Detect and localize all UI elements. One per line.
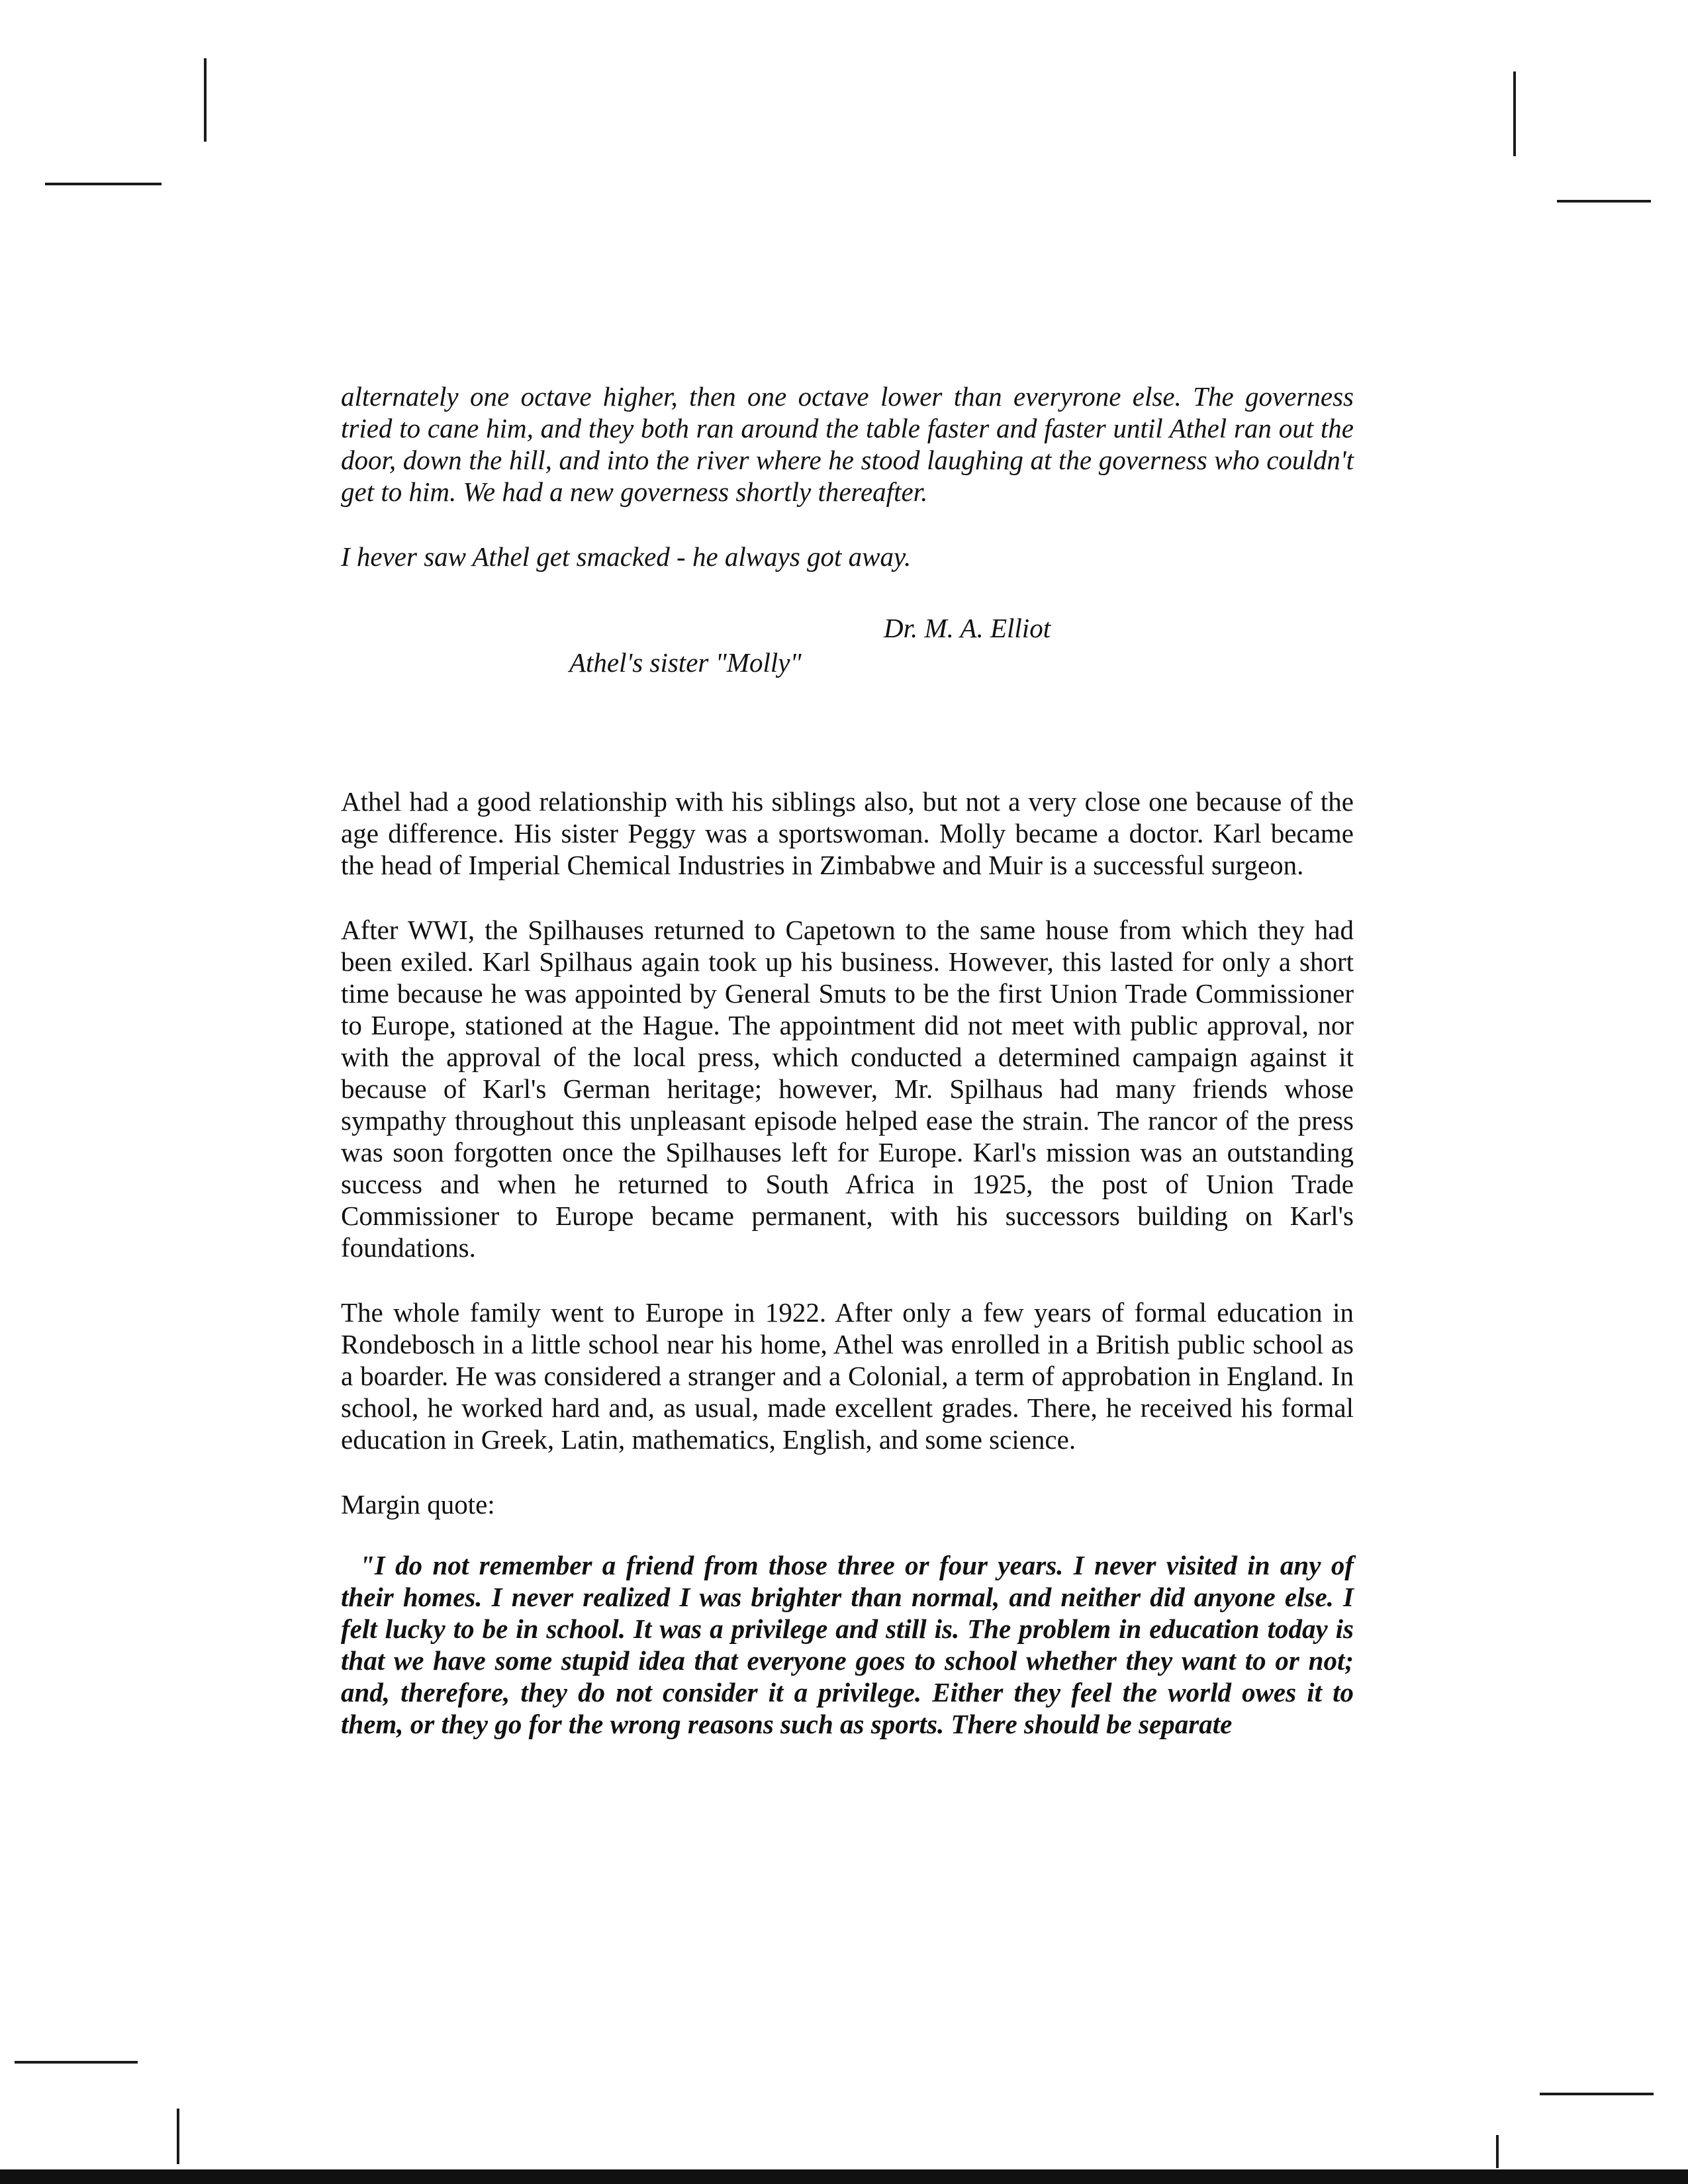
- margin-quote-text: "I do not remember a friend from those three or four years. I never visited in any of their homes. I never realized I was brighter than normal, and neither did anyone else. I felt lucky to be in school. It was a privilege and still is. The problem in education today is that we have some stupid idea that everyone goes to school whether they want to or not; and, therefore, they do not consider it a privilege. Either they feel the world owes it to them, or they go for the wrong reasons such as sports. There should be separate: [341, 1550, 1354, 1739]
- siblings-paragraph: Athel had a good relationship with his siblings also, but not a very close one because of the age difference. His sister Peggy was a sportswoman. Molly became a doctor. Karl became the head of Imperial Chemical Industries in Zimbabwe and Muir is a successful surgeon.: [341, 786, 1354, 880]
- crop-mark-bottom-left-vertical: [177, 2109, 179, 2164]
- crop-mark-top-left-horizontal: [45, 183, 162, 185]
- body-text: [341, 381, 1354, 1740]
- crop-mark-bottom-right-vertical: [1496, 2135, 1499, 2168]
- crop-mark-top-left-vertical: [204, 58, 207, 142]
- scan-bottom-edge: [0, 2169, 1688, 2184]
- attribution-relation: Athel's sister "Molly": [569, 647, 802, 678]
- europe-1922-paragraph: The whole family went to Europe in 1922. After only a few years of formal education in Rondebosch in a little school near his home, Athel was enrolled in a British public school as a boarder. He was considered a stranger and a Colonial, a term of approbation in England. In school, he worked hard and, as usual, made excellent grades. There, he received his formal education in Greek, Latin, mathematics, English, and some science.: [341, 1297, 1354, 1455]
- crop-mark-top-right-vertical: [1513, 71, 1516, 156]
- quote-attribution: [341, 612, 1354, 745]
- after-wwi-paragraph: After WWI, the Spilhauses returned to Capetown to the same house from which they had been exiled. Karl Spilhaus again took up his business. However, this lasted for only a short time because he was appointed by General Smuts to be the first Union Trade Commissioner to Europe, stationed at the Hague. The appointment did not meet with public approval, nor with the approval of the local press, which conducted a determined campaign against it because of Karl's German heritage; however, Mr. Spilhaus had many friends whose sympathy throughout this unpleasant episode helped ease the strain. The rancor of the press was soon forgotten once the Spilhauses left for Europe. Karl's mission was an outstanding success and when he returned to South Africa in 1925, the post of Union Trade Commissioner to Europe became permanent, with his successors building on Karl's foundations.: [341, 915, 1354, 1263]
- attribution-name: Dr. M. A. Elliot: [884, 613, 1051, 643]
- margin-quote-label: Margin quote:: [341, 1489, 495, 1520]
- quote-closing-line: I hever saw Athel get smacked - he always got away.: [341, 541, 912, 572]
- quote-continuation-paragraph: alternately one octave higher, then one octave lower than everyrone else. The governess tried to cane him, and they both ran around the table faster and faster until Athel ran out the door, down the hill, and into the river where he stood laughing at the governess who couldn't get to him. We had a new governess shortly thereafter.: [341, 381, 1354, 507]
- crop-mark-bottom-right-horizontal: [1540, 2093, 1654, 2095]
- crop-mark-bottom-left-horizontal: [15, 2061, 138, 2064]
- crop-mark-top-right-horizontal: [1557, 200, 1651, 203]
